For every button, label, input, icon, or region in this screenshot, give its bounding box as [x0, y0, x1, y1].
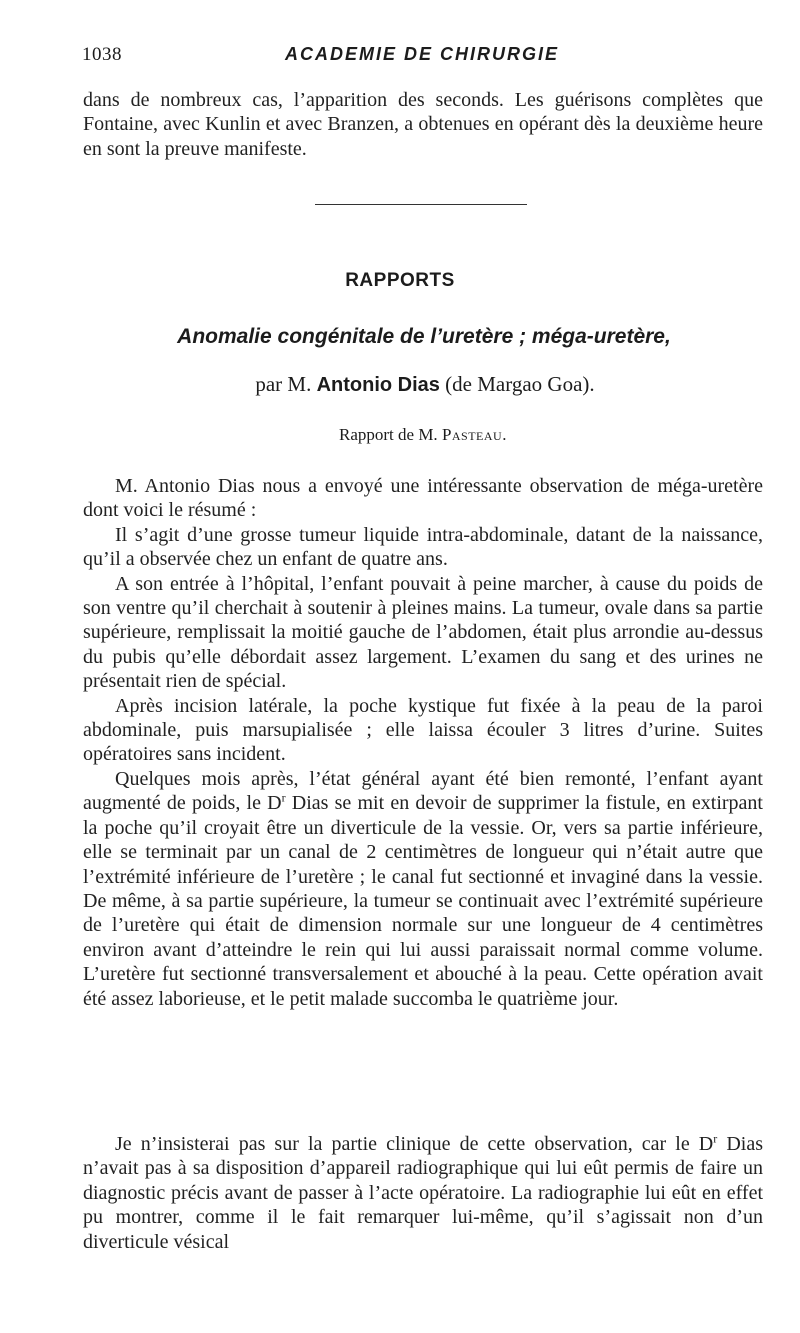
report-prefix: Rapport de M.	[339, 425, 438, 444]
intro-text	[83, 88, 763, 161]
paragraph-5-part-1: Quelques mois après, l’état général ayant été bien remonté, l’enfant ayant augmenté de poids, le D	[83, 767, 763, 815]
paragraph-2: Il s’agit d’une grosse tumeur liquide intra-abdominale, datant de la naissance, qu’il a observée chez un enfant de quatre ans.	[83, 523, 763, 571]
section-heading: RAPPORTS	[345, 270, 455, 291]
article-title: Anomalie congénitale de l’uretère ; méga-uretère,	[177, 325, 671, 348]
paragraph-4: Après incision latérale, la poche kystique fut fixée à la peau de la paroi abdominale, puis marsupialisée ; elle laissa écouler 3 litres d’urine. Suites opératoires sans incident.	[83, 694, 763, 766]
running-head	[82, 44, 762, 74]
report-body	[83, 474, 763, 1011]
intro-paragraph: dans de nombreux cas, l’apparition des seconds. Les guérisons complètes que Fontaine, avec Kunlin et avec Branzen, a obtenues en opérant dès la deuxième heure en sont la preuve manifeste.	[83, 89, 763, 160]
report-attribution	[0, 425, 800, 445]
journal-title: ACADEMIE DE CHIRURGIE	[284, 44, 559, 64]
doctor-title-superscript-2: r	[713, 1131, 718, 1146]
doctor-title-superscript: r	[281, 790, 286, 805]
paragraph-5-part-2: Dias se mit en devoir de supprimer la fistule, en extirpant la poche qu’il croyait être un diverticule de la vessie. Or, vers sa partie inférieure, elle se terminait par un canal de 2 centimètres de longueur qui n’était autre que l’extrémité inférieure de l’uretère ; le canal fut sectionné et invaginé dans la vessie. De même, à sa partie supérieure, la tumeur se continuait avec l’extrémité supérieure de l’uretère qui était de dimension normale sur une longueur de 4 centimètres environ avant d’atteindre le rein qui lui aussi paraissait normal comme volume. L’uretère fut sectionné transversalement et abouché à la peau. Cette opération avait été assez laborieuse, et le petit malade succomba le quatrième jour.	[83, 792, 763, 1010]
paragraph-6-part-2: Dias n’avait pas à sa disposition d’appareil radiographique qui lui eût permis de faire un diagnostic précis avant de passer à l’acte opératoire. La radiographie lui eût en effet pu montrer, comme il le fait remarquer lui-même, qu’il s’agissait non d’un diverticule vésical	[83, 1133, 763, 1253]
report-body-continued	[83, 1132, 763, 1254]
paragraph-3: A son entrée à l’hôpital, l’enfant pouvait à peine marcher, à cause du poids de son ventre qu’il cherchait à soutenir à pleines mains. La tumeur, ovale dans sa partie supérieure, remplissait la moitié gauche de l’abdomen, était plus arrondie au-dessus du pubis qu’elle débordait assez largement. L’examen du sang et des urines ne présentait rien de spécial.	[83, 572, 763, 693]
paragraph-6-part-1: Je n’insisterai pas sur la partie clinique de cette observation, car le D	[115, 1133, 714, 1155]
byline	[0, 372, 800, 397]
report-author: Pasteau.	[441, 425, 507, 444]
page-number: 1038	[82, 44, 122, 65]
byline-prefix: par M.	[255, 372, 312, 396]
paragraph-1: M. Antonio Dias nous a envoyé une intéressante observation de méga-uretère dont voici le résumé :	[83, 475, 763, 522]
author-name: Antonio Dias	[316, 374, 440, 396]
paragraph-5	[83, 767, 763, 1011]
author-affiliation: (de Margao Goa).	[445, 372, 595, 396]
section-divider	[315, 204, 527, 205]
paragraph-6	[83, 1132, 763, 1254]
